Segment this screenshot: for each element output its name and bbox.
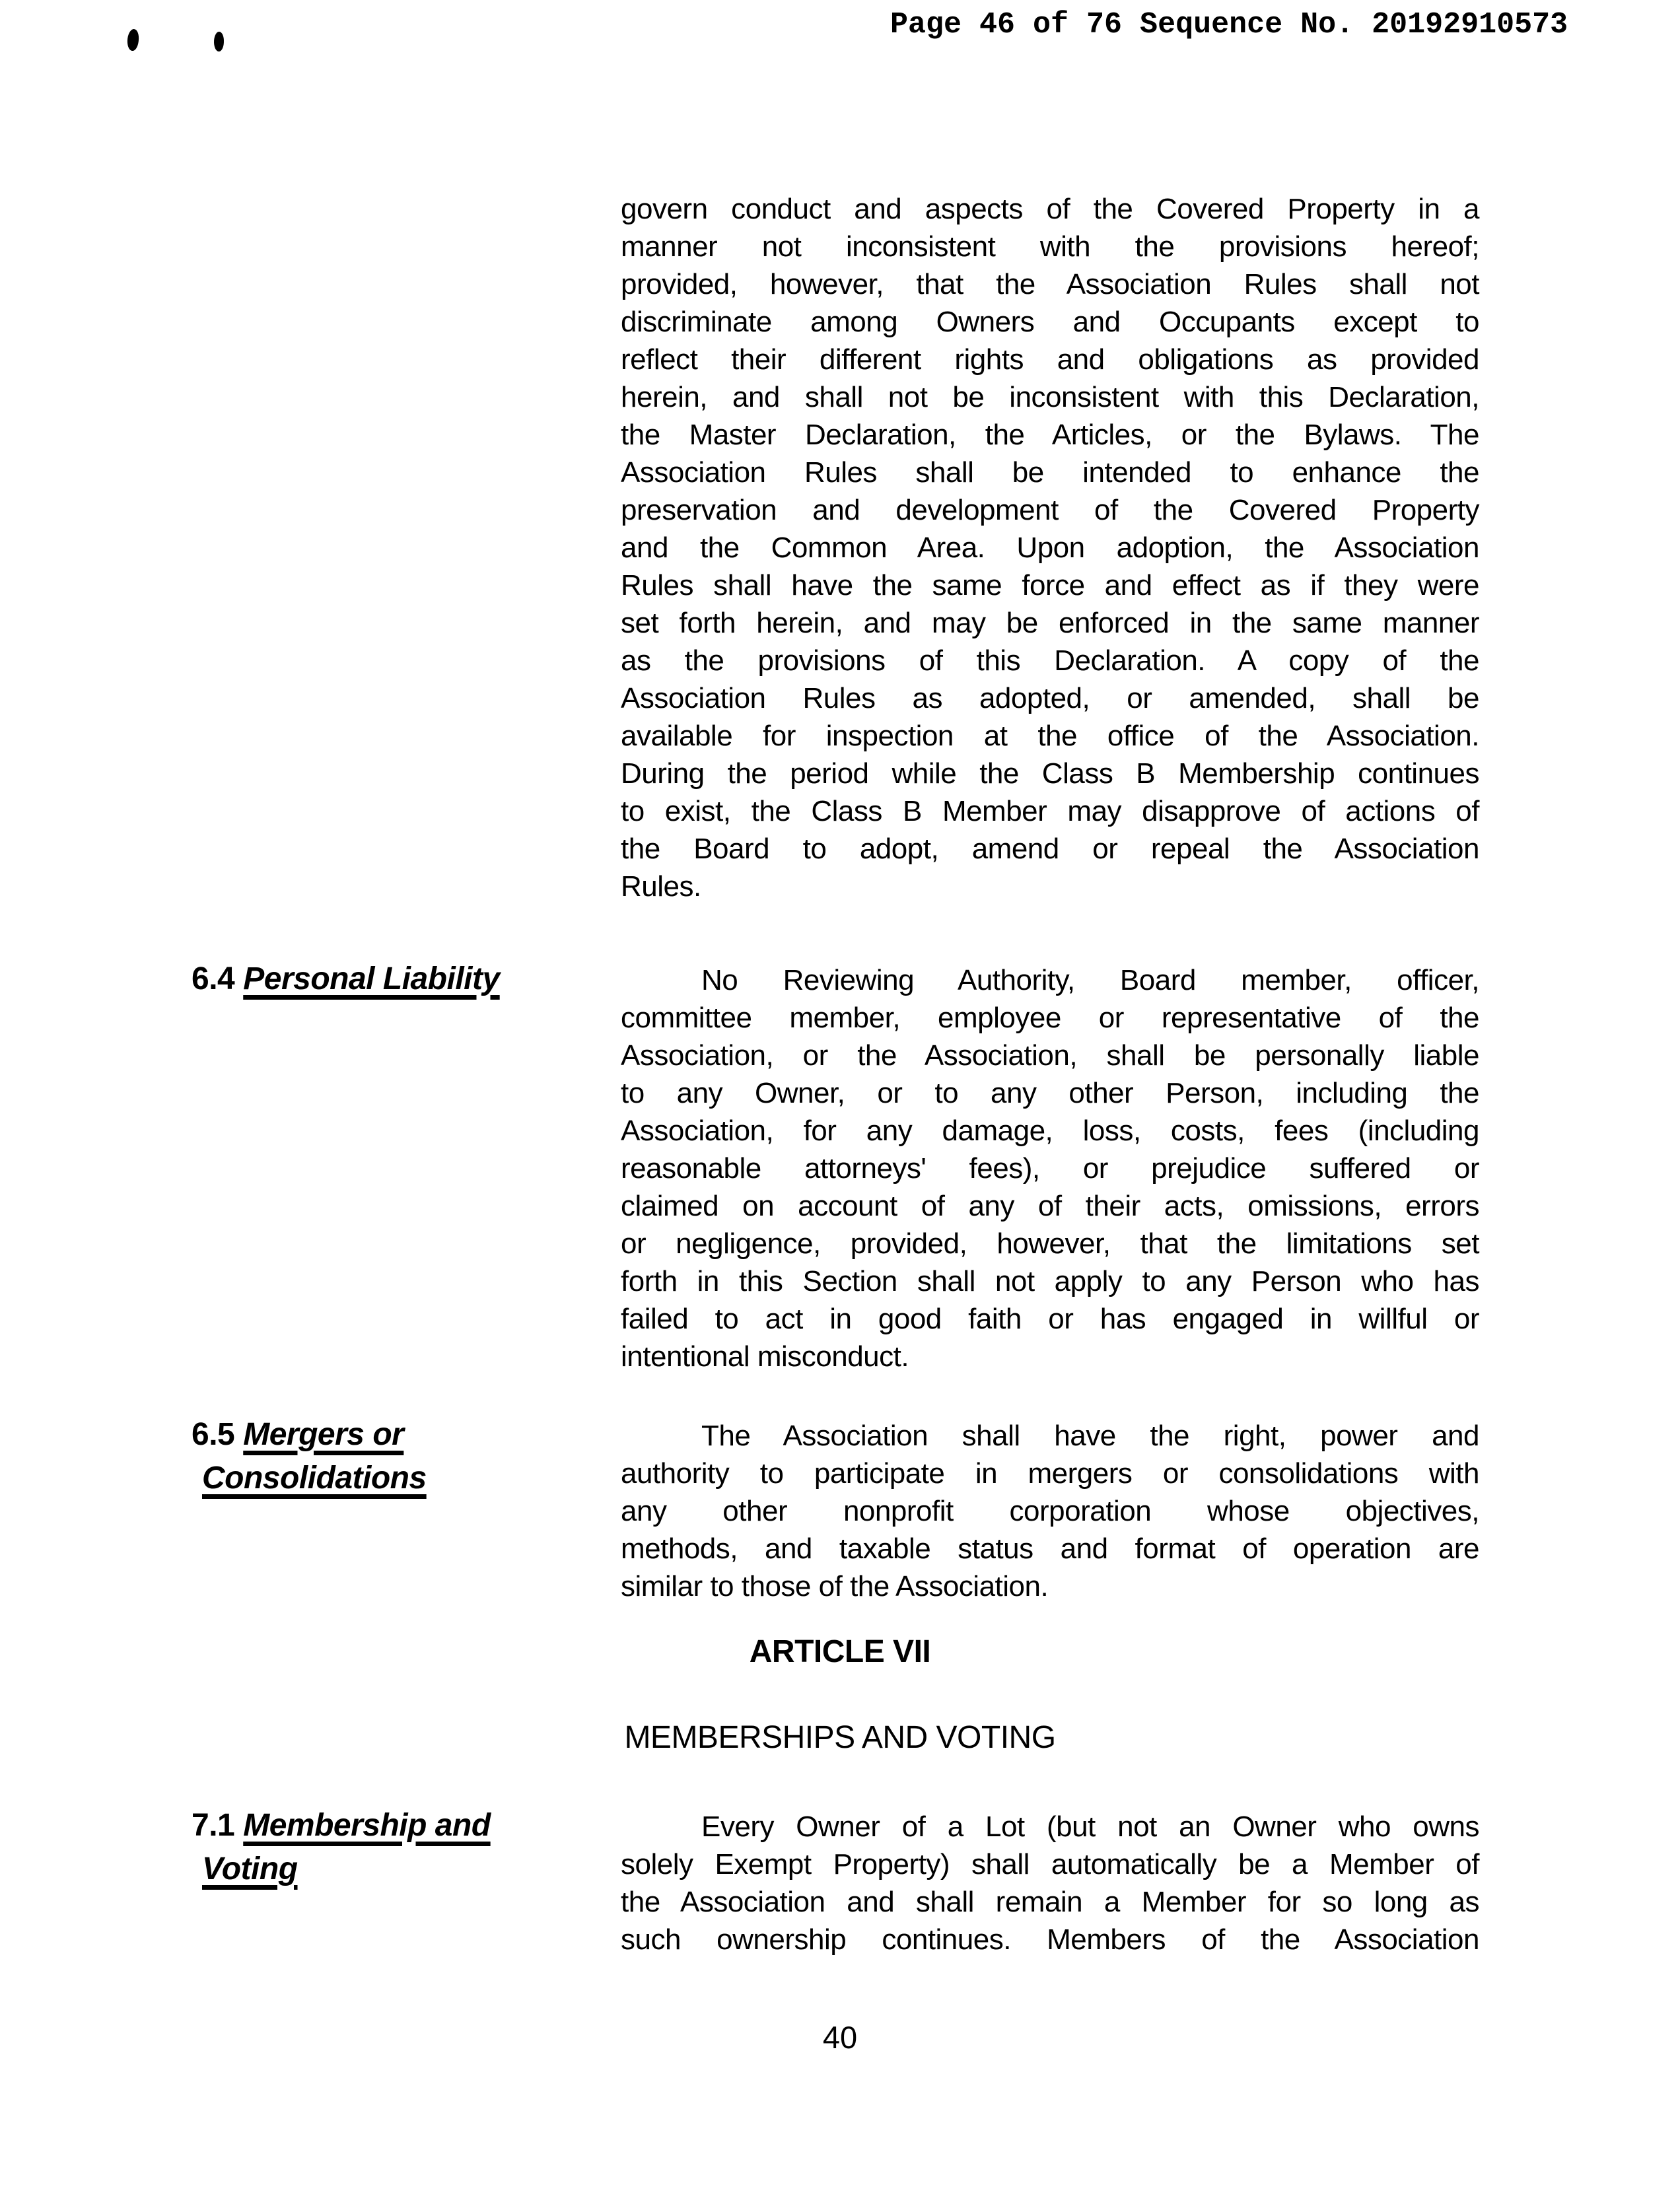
- text-line: Association, for any damage, loss, costs, fees (including: [621, 1115, 1479, 1147]
- text-line: provided, however, that the Association Rules shall not: [621, 268, 1479, 300]
- text-line: failed to act in good faith or has engaged in willful or: [621, 1303, 1479, 1335]
- text-line: manner not inconsistent with the provisions hereof;: [621, 230, 1479, 263]
- paragraph-membership-and-voting: [621, 1808, 1479, 1958]
- text-line: solely Exempt Property) shall automatically be a Member of: [621, 1848, 1479, 1880]
- text-line: claimed on account of any of their acts, omissions, errors: [621, 1190, 1479, 1222]
- text-line: During the period while the Class B Membership continues: [621, 757, 1479, 790]
- paragraph-personal-liability: [621, 961, 1479, 1375]
- section-heading-7-1-membership-and-voting: [192, 1804, 588, 1891]
- heading-line: [192, 1804, 588, 1847]
- section-title: Consolidations: [202, 1461, 427, 1496]
- text-line: reflect their different rights and obligations as provided: [621, 343, 1479, 376]
- text-line: Rules shall have the same force and effect as if they were: [621, 569, 1479, 602]
- text-line: and the Common Area. Upon adoption, the Association: [621, 532, 1479, 564]
- text-line: The Association shall have the right, power and: [701, 1420, 1479, 1452]
- text-line: or negligence, provided, however, that the limitations set: [621, 1227, 1479, 1260]
- section-number: 6.5: [192, 1417, 235, 1452]
- text-line: discriminate among Owners and Occupants except to: [621, 306, 1479, 338]
- text-line: methods, and taxable status and format of operation are: [621, 1533, 1479, 1565]
- text-line: Association Rules as adopted, or amended, shall be: [621, 682, 1479, 714]
- article-subtitle: MEMBERSHIPS AND VOTING: [624, 1720, 1056, 1755]
- text-line: to any Owner, or to any other Person, including the: [621, 1077, 1479, 1109]
- text-line: the Association and shall remain a Member for so long as: [621, 1886, 1479, 1918]
- text-line: committee member, employee or representative of the: [621, 1002, 1479, 1034]
- paragraph-association-rules-continuation: [621, 190, 1479, 905]
- text-line: as the provisions of this Declaration. A copy of the: [621, 644, 1479, 677]
- paragraph-mergers-or-consolidations: [621, 1417, 1479, 1605]
- text-line: to exist, the Class B Member may disapprove of actions of: [621, 795, 1479, 827]
- heading-line: [192, 1847, 588, 1891]
- text-line: authority to participate in mergers or consolidations with: [621, 1457, 1479, 1490]
- page-header-stamp: Page 46 of 76 Sequence No. 20192910573: [890, 8, 1568, 42]
- section-title: Membership and: [243, 1808, 491, 1843]
- text-line: Association, or the Association, shall be personally liable: [621, 1039, 1479, 1072]
- heading-line: [192, 1413, 588, 1457]
- text-line: Rules.: [621, 870, 701, 903]
- text-line: Association Rules shall be intended to enhance the: [621, 456, 1479, 489]
- section-number: 6.4: [192, 961, 235, 996]
- text-line: any other nonprofit corporation whose objectives,: [621, 1495, 1479, 1527]
- section-number: 7.1: [192, 1808, 235, 1843]
- section-title: Voting: [202, 1851, 298, 1886]
- heading-line: [192, 957, 588, 1001]
- text-line: herein, and shall not be inconsistent with this Declaration,: [621, 381, 1479, 413]
- text-line: set forth herein, and may be enforced in the same manner: [621, 607, 1479, 639]
- text-line: available for inspection at the office of the Association.: [621, 720, 1479, 752]
- article-heading: ARTICLE VII: [749, 1634, 931, 1669]
- stray-ink-mark: [213, 32, 225, 52]
- section-heading-6-4-personal-liability: [192, 957, 588, 1001]
- text-line: No Reviewing Authority, Board member, officer,: [701, 964, 1479, 996]
- heading-line: [192, 1457, 588, 1500]
- section-title: Mergers or: [243, 1417, 404, 1452]
- text-line: such ownership continues. Members of the Association: [621, 1923, 1479, 1956]
- text-line: forth in this Section shall not apply to any Person who has: [621, 1265, 1479, 1297]
- page-number: 40: [822, 2020, 858, 2055]
- section-title: Personal Liability: [243, 961, 500, 996]
- text-line: preservation and development of the Covered Property: [621, 494, 1479, 526]
- text-line: the Master Declaration, the Articles, or the Bylaws. The: [621, 419, 1479, 451]
- text-line: reasonable attorneys' fees), or prejudice suffered or: [621, 1152, 1479, 1185]
- text-line: similar to those of the Association.: [621, 1570, 1049, 1603]
- stray-ink-mark: [126, 28, 140, 52]
- section-heading-6-5-mergers-or-consolidations: [192, 1413, 588, 1500]
- text-line: govern conduct and aspects of the Covered Property in a: [621, 193, 1479, 225]
- text-line: Every Owner of a Lot (but not an Owner who owns: [701, 1811, 1479, 1843]
- text-line: intentional misconduct.: [621, 1340, 909, 1373]
- text-line: the Board to adopt, amend or repeal the Association: [621, 833, 1479, 865]
